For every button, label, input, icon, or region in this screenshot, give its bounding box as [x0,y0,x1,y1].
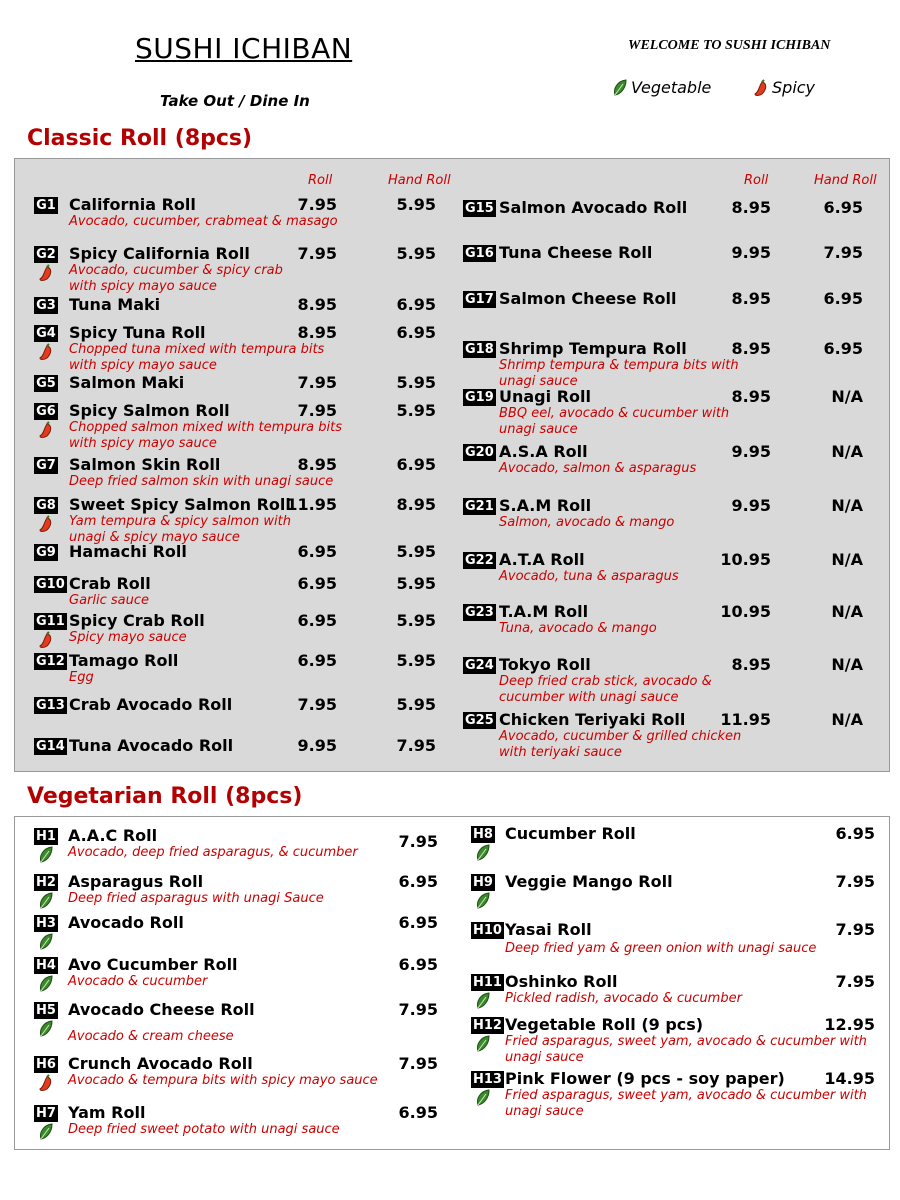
item-description: Yam tempura & spicy salmon with [69,514,292,529]
chili-pepper-icon [38,343,54,359]
item-price-hand: N/A [831,550,863,569]
welcome-text: WELCOME TO SUSHI ICHIBAN [628,38,831,53]
item-price-price: 7.95 [398,1000,438,1019]
item-description: Deep fried yam & green onion with unagi sauce [505,941,817,956]
item-name: Pink Flower (9 pcs - soy paper) [505,1069,785,1088]
item-price-hand: 5.95 [396,574,436,593]
chili-pepper-icon [38,1074,54,1090]
item-description: Garlic sauce [69,593,150,608]
item-price-roll: 11.95 [286,495,337,514]
item-code-badge: H13 [473,1072,502,1087]
item-price-hand: 6.95 [823,339,863,358]
item-price-roll: 8.95 [297,323,337,342]
item-name: Avo Cucumber Roll [68,955,238,974]
item-price-price: 7.95 [398,832,438,851]
item-price-hand: 6.95 [396,323,436,342]
item-description: Avocado, cucumber & spicy crab [69,263,283,278]
item-name: Avocado Roll [68,913,184,932]
item-name: Tuna Maki [69,295,161,314]
item-description: Egg [69,670,94,685]
item-name: Veggie Mango Roll [505,872,673,891]
item-description: Tuna, avocado & mango [499,621,657,636]
item-price-price: 6.95 [398,913,438,932]
leaf-icon [38,892,54,908]
item-description: Avocado & cream cheese [68,1029,234,1044]
item-price-price: 6.95 [398,872,438,891]
item-code-badge: G3 [34,297,58,314]
item-description: Deep fried sweet potato with unagi sauce [68,1122,340,1137]
item-price-roll: 8.95 [731,339,771,358]
service-subtitle: Take Out / Dine In [160,92,310,110]
item-name: Spicy Salmon Roll [69,401,230,420]
item-price-hand: 5.95 [396,244,436,263]
item-price-hand: 5.95 [396,651,436,670]
item-price-hand: 6.95 [823,289,863,308]
item-price-hand: N/A [831,655,863,674]
item-code-badge: G1 [34,197,58,214]
item-price-hand: 5.95 [396,542,436,561]
item-price-price: 6.95 [398,955,438,974]
item-price-price: 7.95 [835,920,875,939]
item-name: Tamago Roll [69,651,179,670]
vegetarian-section-title: Vegetarian Roll (8pcs) [27,784,303,809]
item-description: unagi sauce [505,1050,584,1065]
item-price-hand: N/A [831,602,863,621]
item-price-hand: N/A [831,710,863,729]
item-description: unagi sauce [505,1104,584,1119]
item-name: A.S.A Roll [499,442,588,461]
item-description: Chopped tuna mixed with tempura bits [69,342,325,357]
item-code-badge: H9 [471,874,495,891]
item-description: Spicy mayo sauce [69,630,187,645]
item-code-badge: G15 [465,201,494,216]
item-description: Avocado, salmon & asparagus [499,461,697,476]
item-price-roll: 6.95 [297,574,337,593]
item-code-badge: G17 [465,292,494,307]
chili-pepper-icon [38,515,54,531]
item-description: with spicy mayo sauce [69,436,217,451]
item-name: Spicy Tuna Roll [69,323,206,342]
leaf-icon [475,844,491,860]
item-price-roll: 8.95 [731,655,771,674]
item-price-roll: 11.95 [720,710,771,729]
item-price-price: 6.95 [835,824,875,843]
col-header-roll-right: Roll [744,173,769,188]
item-code-badge: G24 [465,658,494,673]
item-description: with spicy mayo sauce [69,279,217,294]
item-price-hand: N/A [831,442,863,461]
item-price-roll: 6.95 [297,611,337,630]
item-description: Deep fried asparagus with unagi Sauce [68,891,324,906]
legend-spicy-label: Spicy [772,78,816,97]
item-name: Tuna Cheese Roll [499,243,653,262]
item-name: Asparagus Roll [68,872,204,891]
leaf-icon [38,975,54,991]
item-description: Chopped salmon mixed with tempura bits [69,420,342,435]
item-code-badge: H4 [34,957,58,974]
item-code-badge: G19 [465,390,494,405]
item-code-badge: H1 [34,828,58,845]
leaf-icon [475,1035,491,1051]
item-name: Salmon Cheese Roll [499,289,677,308]
item-name: Salmon Skin Roll [69,455,221,474]
item-name: Cucumber Roll [505,824,636,843]
item-description: Deep fried crab stick, avocado & [499,674,712,689]
leaf-icon [475,1089,491,1105]
item-price-roll: 8.95 [297,455,337,474]
item-name: Crab Avocado Roll [69,695,233,714]
item-code-badge: G20 [465,445,494,460]
item-code-badge: G2 [34,246,58,263]
item-description: Pickled radish, avocado & cucumber [505,991,742,1006]
item-price-roll: 8.95 [297,295,337,314]
item-price-price: 6.95 [398,1103,438,1122]
item-description: cucumber with unagi sauce [499,690,679,705]
item-name: Crab Roll [69,574,151,593]
item-description: Avocado & tempura bits with spicy mayo sauce [68,1073,378,1088]
col-header-roll-left: Roll [308,173,333,188]
item-name: A.T.A Roll [499,550,585,569]
item-code-badge: H10 [473,923,502,938]
chili-pepper-icon [38,631,54,647]
item-price-hand: 5.95 [396,373,436,392]
item-code-badge: H6 [34,1056,58,1073]
item-name: Hamachi Roll [69,542,187,561]
item-price-roll: 8.95 [731,289,771,308]
item-price-roll: 7.95 [297,195,337,214]
item-name: Salmon Avocado Roll [499,198,688,217]
legend-spicy [753,78,815,97]
item-description: with spicy mayo sauce [69,358,217,373]
item-name: Yam Roll [68,1103,146,1122]
item-description: Salmon, avocado & mango [499,515,675,530]
item-name: Vegetable Roll (9 pcs) [505,1015,704,1034]
leaf-icon [612,79,628,97]
item-description: Deep fried salmon skin with unagi sauce [69,474,334,489]
item-name: Oshinko Roll [505,972,618,991]
item-price-roll: 8.95 [731,387,771,406]
item-code-badge: G14 [36,739,65,754]
item-price-roll: 7.95 [297,401,337,420]
item-price-price: 7.95 [835,972,875,991]
item-description: Avocado, cucumber & grilled chicken [499,729,742,744]
item-description: Avocado, deep fried asparagus, & cucumber [68,845,358,860]
item-code-badge: G10 [36,577,65,592]
item-price-roll: 8.95 [731,198,771,217]
item-name: Crunch Avocado Roll [68,1054,253,1073]
item-code-badge: G16 [465,246,494,261]
item-code-badge: G8 [34,497,58,514]
item-code-badge: H2 [34,874,58,891]
item-price-hand: 6.95 [396,295,436,314]
item-price-hand: 7.95 [823,243,863,262]
item-price-hand: N/A [831,496,863,515]
item-name: Spicy Crab Roll [69,611,205,630]
item-price-hand: 5.95 [396,195,436,214]
item-description: BBQ eel, avocado & cucumber with [499,406,730,421]
col-header-hand-left: Hand Roll [388,173,451,188]
item-name: Spicy California Roll [69,244,250,263]
leaf-icon [475,892,491,908]
item-price-price: 12.95 [824,1015,875,1034]
item-price-hand: N/A [831,387,863,406]
item-price-hand: 5.95 [396,695,436,714]
item-description: with teriyaki sauce [499,745,622,760]
item-description: Avocado & cucumber [68,974,208,989]
item-description: unagi sauce [499,422,578,437]
item-price-roll: 9.95 [297,736,337,755]
item-name: Salmon Maki [69,373,185,392]
item-price-price: 7.95 [835,872,875,891]
item-code-badge: G22 [465,553,494,568]
item-description: unagi sauce [499,374,578,389]
item-price-roll: 9.95 [731,243,771,262]
item-price-hand: 8.95 [396,495,436,514]
item-code-badge: G9 [34,544,58,561]
item-price-price: 7.95 [398,1054,438,1073]
item-code-badge: H3 [34,915,58,932]
item-description: Avocado, tuna & asparagus [499,569,679,584]
item-name: T.A.M Roll [499,602,589,621]
item-price-roll: 6.95 [297,651,337,670]
item-price-roll: 7.95 [297,244,337,263]
item-code-badge: G6 [34,403,58,420]
item-price-roll: 6.95 [297,542,337,561]
item-name: Sweet Spicy Salmon Roll [69,495,291,514]
item-price-hand: 5.95 [396,611,436,630]
legend-vegetable-label: Vegetable [631,78,712,97]
item-name: A.A.C Roll [68,826,158,845]
item-description: unagi & spicy mayo sauce [69,530,240,545]
item-price-price: 14.95 [824,1069,875,1088]
item-name: Tuna Avocado Roll [69,736,234,755]
item-name: Chicken Teriyaki Roll [499,710,686,729]
item-code-badge: G21 [465,499,494,514]
item-price-roll: 9.95 [731,442,771,461]
leaf-icon [38,1020,54,1036]
item-code-badge: H7 [34,1105,58,1122]
classic-section-title: Classic Roll (8pcs) [27,126,253,151]
item-code-badge: G25 [465,713,494,728]
restaurant-title: SUSHI ICHIBAN [135,32,353,65]
item-description: Avocado, cucumber, crabmeat & masago [69,214,338,229]
item-code-badge: H5 [34,1002,58,1019]
item-price-hand: 5.95 [396,401,436,420]
leaf-icon [38,933,54,949]
item-description: Shrimp tempura & tempura bits with [499,358,739,373]
item-code-badge: G12 [36,654,65,669]
item-code-badge: G13 [36,698,65,713]
leaf-icon [38,1123,54,1139]
leaf-icon [475,992,491,1008]
item-description: Fried asparagus, sweet yam, avocado & cucumber with [505,1088,867,1103]
chili-pepper-icon [38,421,54,437]
legend-vegetable [612,78,711,97]
item-code-badge: G18 [465,342,494,357]
item-price-roll: 9.95 [731,496,771,515]
item-code-badge: H12 [473,1018,502,1033]
item-name: Tokyo Roll [499,655,591,674]
item-code-badge: H11 [473,975,502,990]
item-price-roll: 10.95 [720,602,771,621]
item-code-badge: H8 [471,826,495,843]
chili-pepper-icon [753,79,769,97]
item-name: S.A.M Roll [499,496,592,515]
item-price-roll: 7.95 [297,373,337,392]
leaf-icon [38,846,54,862]
item-code-badge: G4 [34,325,58,342]
item-code-badge: G7 [34,457,58,474]
item-name: Yasai Roll [505,920,592,939]
item-price-hand: 6.95 [396,455,436,474]
item-name: Shrimp Tempura Roll [499,339,687,358]
item-code-badge: G23 [465,605,494,620]
item-name: Unagi Roll [499,387,591,406]
chili-pepper-icon [38,264,54,280]
item-price-roll: 10.95 [720,550,771,569]
item-name: California Roll [69,195,196,214]
item-price-roll: 7.95 [297,695,337,714]
col-header-hand-right: Hand Roll [814,173,877,188]
item-code-badge: G11 [36,614,65,629]
item-code-badge: G5 [34,375,58,392]
item-description: Fried asparagus, sweet yam, avocado & cucumber with [505,1034,867,1049]
item-name: Avocado Cheese Roll [68,1000,255,1019]
item-price-hand: 6.95 [823,198,863,217]
item-price-hand: 7.95 [396,736,436,755]
